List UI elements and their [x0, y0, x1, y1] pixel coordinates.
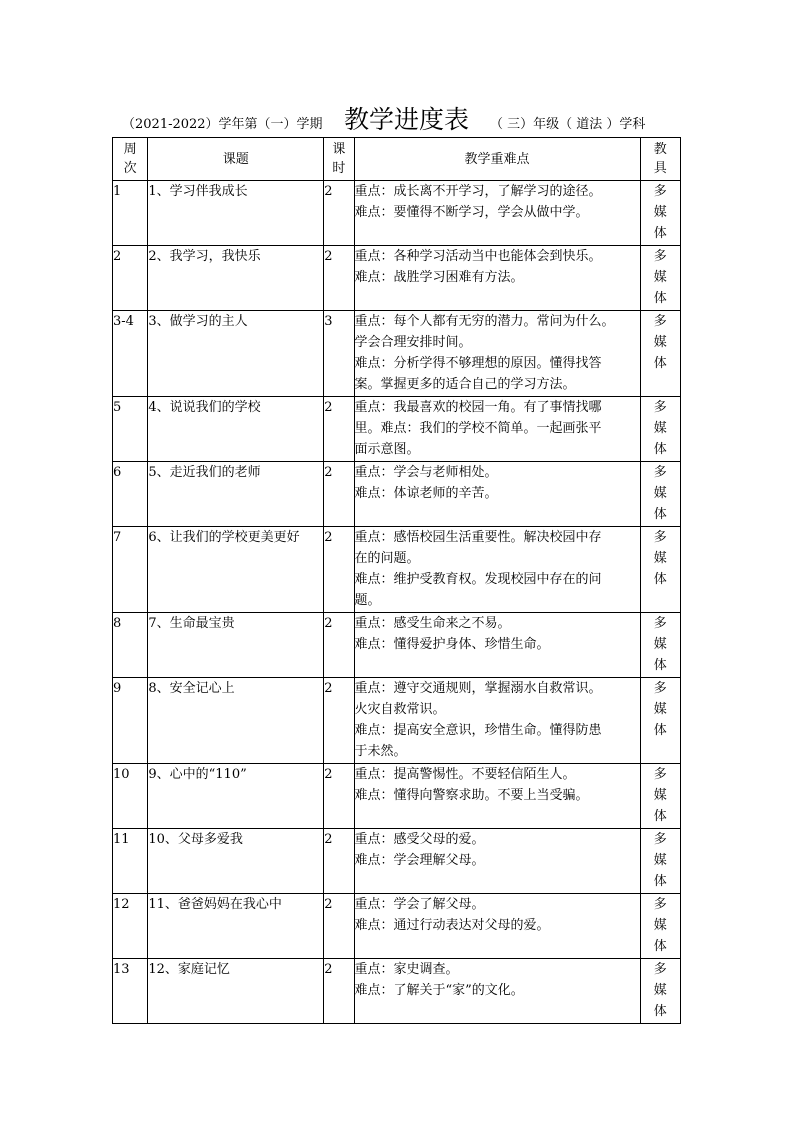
key-point-line: 面示意图。	[354, 442, 420, 457]
teaching-aid-cell	[640, 311, 680, 397]
lesson-title-cell: 7、生命最宝贵	[148, 613, 324, 678]
teaching-aid-cell	[640, 764, 680, 829]
teaching-aid-char: 体	[653, 291, 667, 306]
teaching-aid-cell	[640, 246, 680, 311]
lesson-title-cell: 12、家庭记忆	[148, 959, 324, 1024]
teaching-aid-cell	[640, 894, 680, 959]
teaching-aid-char: 多	[653, 962, 667, 977]
teaching-aid-char: 媒	[653, 421, 667, 436]
key-point-line: 重点：家史调查。	[354, 962, 459, 977]
key-point-line: 重点：学会与老师相处。	[354, 465, 498, 480]
table-row	[113, 613, 681, 678]
hours-cell: 2	[324, 959, 354, 1024]
teaching-aid-char: 媒	[653, 486, 667, 501]
key-points-cell	[354, 613, 640, 678]
key-point-line: 难点：战胜学习困难有方法。	[354, 270, 524, 285]
key-point-line: 难点：通过行动表达对父母的爱。	[354, 918, 550, 933]
lesson-title-cell: 6、让我们的学校更美更好	[148, 527, 324, 613]
week-cell: 13	[113, 959, 148, 1024]
teaching-aid-char: 体	[653, 572, 667, 587]
document-header	[112, 100, 682, 136]
grade-subject: （ 三）年级（ 道法 ）学科	[490, 117, 646, 132]
key-point-line: 重点：感受父母的爱。	[354, 832, 485, 847]
key-point-line: 在的问题。	[354, 551, 420, 566]
key-point-line: 难点：维护受教育权。发现校园中存在的问	[354, 572, 602, 587]
hours-cell: 2	[324, 527, 354, 613]
week-cell: 7	[113, 527, 148, 613]
teaching-aid-char: 多	[653, 465, 667, 480]
lesson-title-cell: 10、父母多爱我	[148, 829, 324, 894]
hours-cell: 3	[324, 311, 354, 397]
lesson-title-cell: 3、做学习的主人	[148, 311, 324, 397]
key-point-line: 难点：学会理解父母。	[354, 853, 485, 868]
teaching-aid-cell	[640, 527, 680, 613]
key-points-column-header: 教学重难点	[354, 138, 640, 181]
hours-cell: 2	[324, 678, 354, 764]
hours-cell: 2	[324, 613, 354, 678]
teaching-aid-char: 媒	[653, 918, 667, 933]
key-points-cell	[354, 181, 640, 246]
key-point-line: 重点：学会了解父母。	[354, 897, 485, 912]
teaching-aid-char: 多	[653, 184, 667, 199]
table-body	[113, 181, 681, 1024]
teaching-aid-char: 媒	[653, 853, 667, 868]
hours-cell: 2	[324, 181, 354, 246]
teaching-aid-char: 媒	[653, 205, 667, 220]
key-point-line: 难点：要懂得不断学习，学会从做中学。	[354, 205, 589, 220]
week-column-header: 周 次	[113, 138, 148, 181]
table-row	[113, 959, 681, 1024]
key-point-line: 难点：了解关于“家”的文化。	[354, 983, 524, 998]
teaching-aid-char: 体	[653, 507, 667, 522]
table-row	[113, 527, 681, 613]
key-points-cell	[354, 462, 640, 527]
teaching-aid-char: 体	[653, 658, 667, 673]
key-point-line: 重点：感悟校园生活重要性。解决校园中存	[354, 530, 602, 545]
key-point-line: 重点：遵守交通规则，掌握溺水自救常识。	[354, 681, 602, 696]
key-points-cell	[354, 959, 640, 1024]
table-header-row	[113, 138, 681, 181]
key-point-line: 重点：各种学习活动当中也能体会到快乐。	[354, 249, 602, 264]
teaching-aid-cell	[640, 959, 680, 1024]
teaching-aid-char: 媒	[653, 702, 667, 717]
key-point-line: 重点：每个人都有无穷的潜力。常问为什么。	[354, 314, 615, 329]
key-point-line: 重点：感受生命来之不易。	[354, 616, 511, 631]
teaching-aid-char: 多	[653, 249, 667, 264]
hours-cell: 2	[324, 462, 354, 527]
hours-column-header: 课 时	[324, 138, 354, 181]
lesson-title-cell: 9、心中的“110”	[148, 764, 324, 829]
week-cell: 5	[113, 397, 148, 462]
hours-cell: 2	[324, 246, 354, 311]
teaching-aid-char: 媒	[653, 335, 667, 350]
hours-cell: 2	[324, 894, 354, 959]
teaching-aid-char: 媒	[653, 551, 667, 566]
key-point-line: 重点：我最喜欢的校园一角。有了事情找哪	[354, 400, 602, 415]
teaching-aid-cell	[640, 462, 680, 527]
lesson-title-cell: 4、说说我们的学校	[148, 397, 324, 462]
lesson-title-cell: 8、安全记心上	[148, 678, 324, 764]
key-points-cell	[354, 311, 640, 397]
key-point-line: 火灾自救常识。	[354, 702, 446, 717]
title-column-header: 课题	[148, 138, 324, 181]
teaching-aid-cell	[640, 181, 680, 246]
key-point-line: 于未然。	[354, 744, 407, 759]
lesson-title-cell: 5、走近我们的老师	[148, 462, 324, 527]
teaching-aid-char: 体	[653, 809, 667, 824]
document-title: 教学进度表	[344, 105, 470, 134]
key-point-line: 里。难点：我们的学校不简单。一起画张平	[354, 421, 602, 436]
key-point-line: 案。掌握更多的适合自己的学习方法。	[354, 377, 576, 392]
key-point-line: 重点：提高警惕性。不要轻信陌生人。	[354, 767, 576, 782]
teaching-aid-char: 体	[653, 1004, 667, 1019]
week-cell: 11	[113, 829, 148, 894]
hours-cell: 2	[324, 764, 354, 829]
teaching-schedule-table	[112, 137, 681, 1024]
teaching-aid-char: 多	[653, 400, 667, 415]
week-cell: 12	[113, 894, 148, 959]
key-points-cell	[354, 527, 640, 613]
week-cell: 8	[113, 613, 148, 678]
teaching-aid-char: 媒	[653, 983, 667, 998]
lesson-title-cell: 1、学习伴我成长	[148, 181, 324, 246]
teaching-aid-char: 多	[653, 616, 667, 631]
teaching-aid-char: 媒	[653, 637, 667, 652]
school-year-term: （2021-2022）学年第（一）学期	[122, 117, 323, 132]
key-point-line: 难点：懂得爱护身体、珍惜生命。	[354, 637, 550, 652]
key-point-line: 难点：懂得向警察求助。不要上当受骗。	[354, 788, 589, 803]
teaching-aid-char: 体	[653, 874, 667, 889]
week-cell: 9	[113, 678, 148, 764]
key-points-cell	[354, 829, 640, 894]
teaching-aid-char: 多	[653, 530, 667, 545]
week-cell: 6	[113, 462, 148, 527]
teaching-aid-cell	[640, 397, 680, 462]
key-point-line: 难点：提高安全意识，珍惜生命。懂得防患	[354, 723, 602, 738]
teaching-aid-char: 体	[653, 939, 667, 954]
key-points-cell	[354, 246, 640, 311]
teaching-aid-char: 多	[653, 681, 667, 696]
lesson-title-cell: 2、我学习，我快乐	[148, 246, 324, 311]
teaching-aid-char: 体	[653, 723, 667, 738]
key-point-line: 重点：成长离不开学习，了解学习的途径。	[354, 184, 602, 199]
table-row	[113, 764, 681, 829]
key-points-cell	[354, 678, 640, 764]
teaching-aid-char: 多	[653, 314, 667, 329]
key-points-cell	[354, 397, 640, 462]
lesson-title-cell: 11、爸爸妈妈在我心中	[148, 894, 324, 959]
table-row	[113, 829, 681, 894]
table-row	[113, 311, 681, 397]
table-row	[113, 181, 681, 246]
teaching-aid-char: 多	[653, 767, 667, 782]
table-row	[113, 397, 681, 462]
teaching-aid-cell	[640, 613, 680, 678]
week-cell: 1	[113, 181, 148, 246]
week-cell: 10	[113, 764, 148, 829]
teaching-aid-char: 媒	[653, 270, 667, 285]
key-point-line: 题。	[354, 593, 381, 608]
teaching-aid-char: 体	[653, 226, 667, 241]
week-cell: 2	[113, 246, 148, 311]
table-row	[113, 894, 681, 959]
key-point-line: 难点：体谅老师的辛苦。	[354, 486, 498, 501]
hours-cell: 2	[324, 829, 354, 894]
teaching-aid-cell	[640, 678, 680, 764]
teaching-aids-column-header: 教 具	[640, 138, 680, 181]
teaching-aid-char: 体	[653, 356, 667, 371]
table-row	[113, 462, 681, 527]
week-cell: 3-4	[113, 311, 148, 397]
table-row	[113, 246, 681, 311]
teaching-aid-char: 体	[653, 442, 667, 457]
key-points-cell	[354, 764, 640, 829]
hours-cell: 2	[324, 397, 354, 462]
teaching-aid-cell	[640, 829, 680, 894]
teaching-aid-char: 多	[653, 897, 667, 912]
table-row	[113, 678, 681, 764]
key-points-cell	[354, 894, 640, 959]
teaching-aid-char: 多	[653, 832, 667, 847]
key-point-line: 难点：分析学得不够理想的原因。懂得找答	[354, 356, 602, 371]
key-point-line: 学会合理安排时间。	[354, 335, 472, 350]
teaching-aid-char: 媒	[653, 788, 667, 803]
